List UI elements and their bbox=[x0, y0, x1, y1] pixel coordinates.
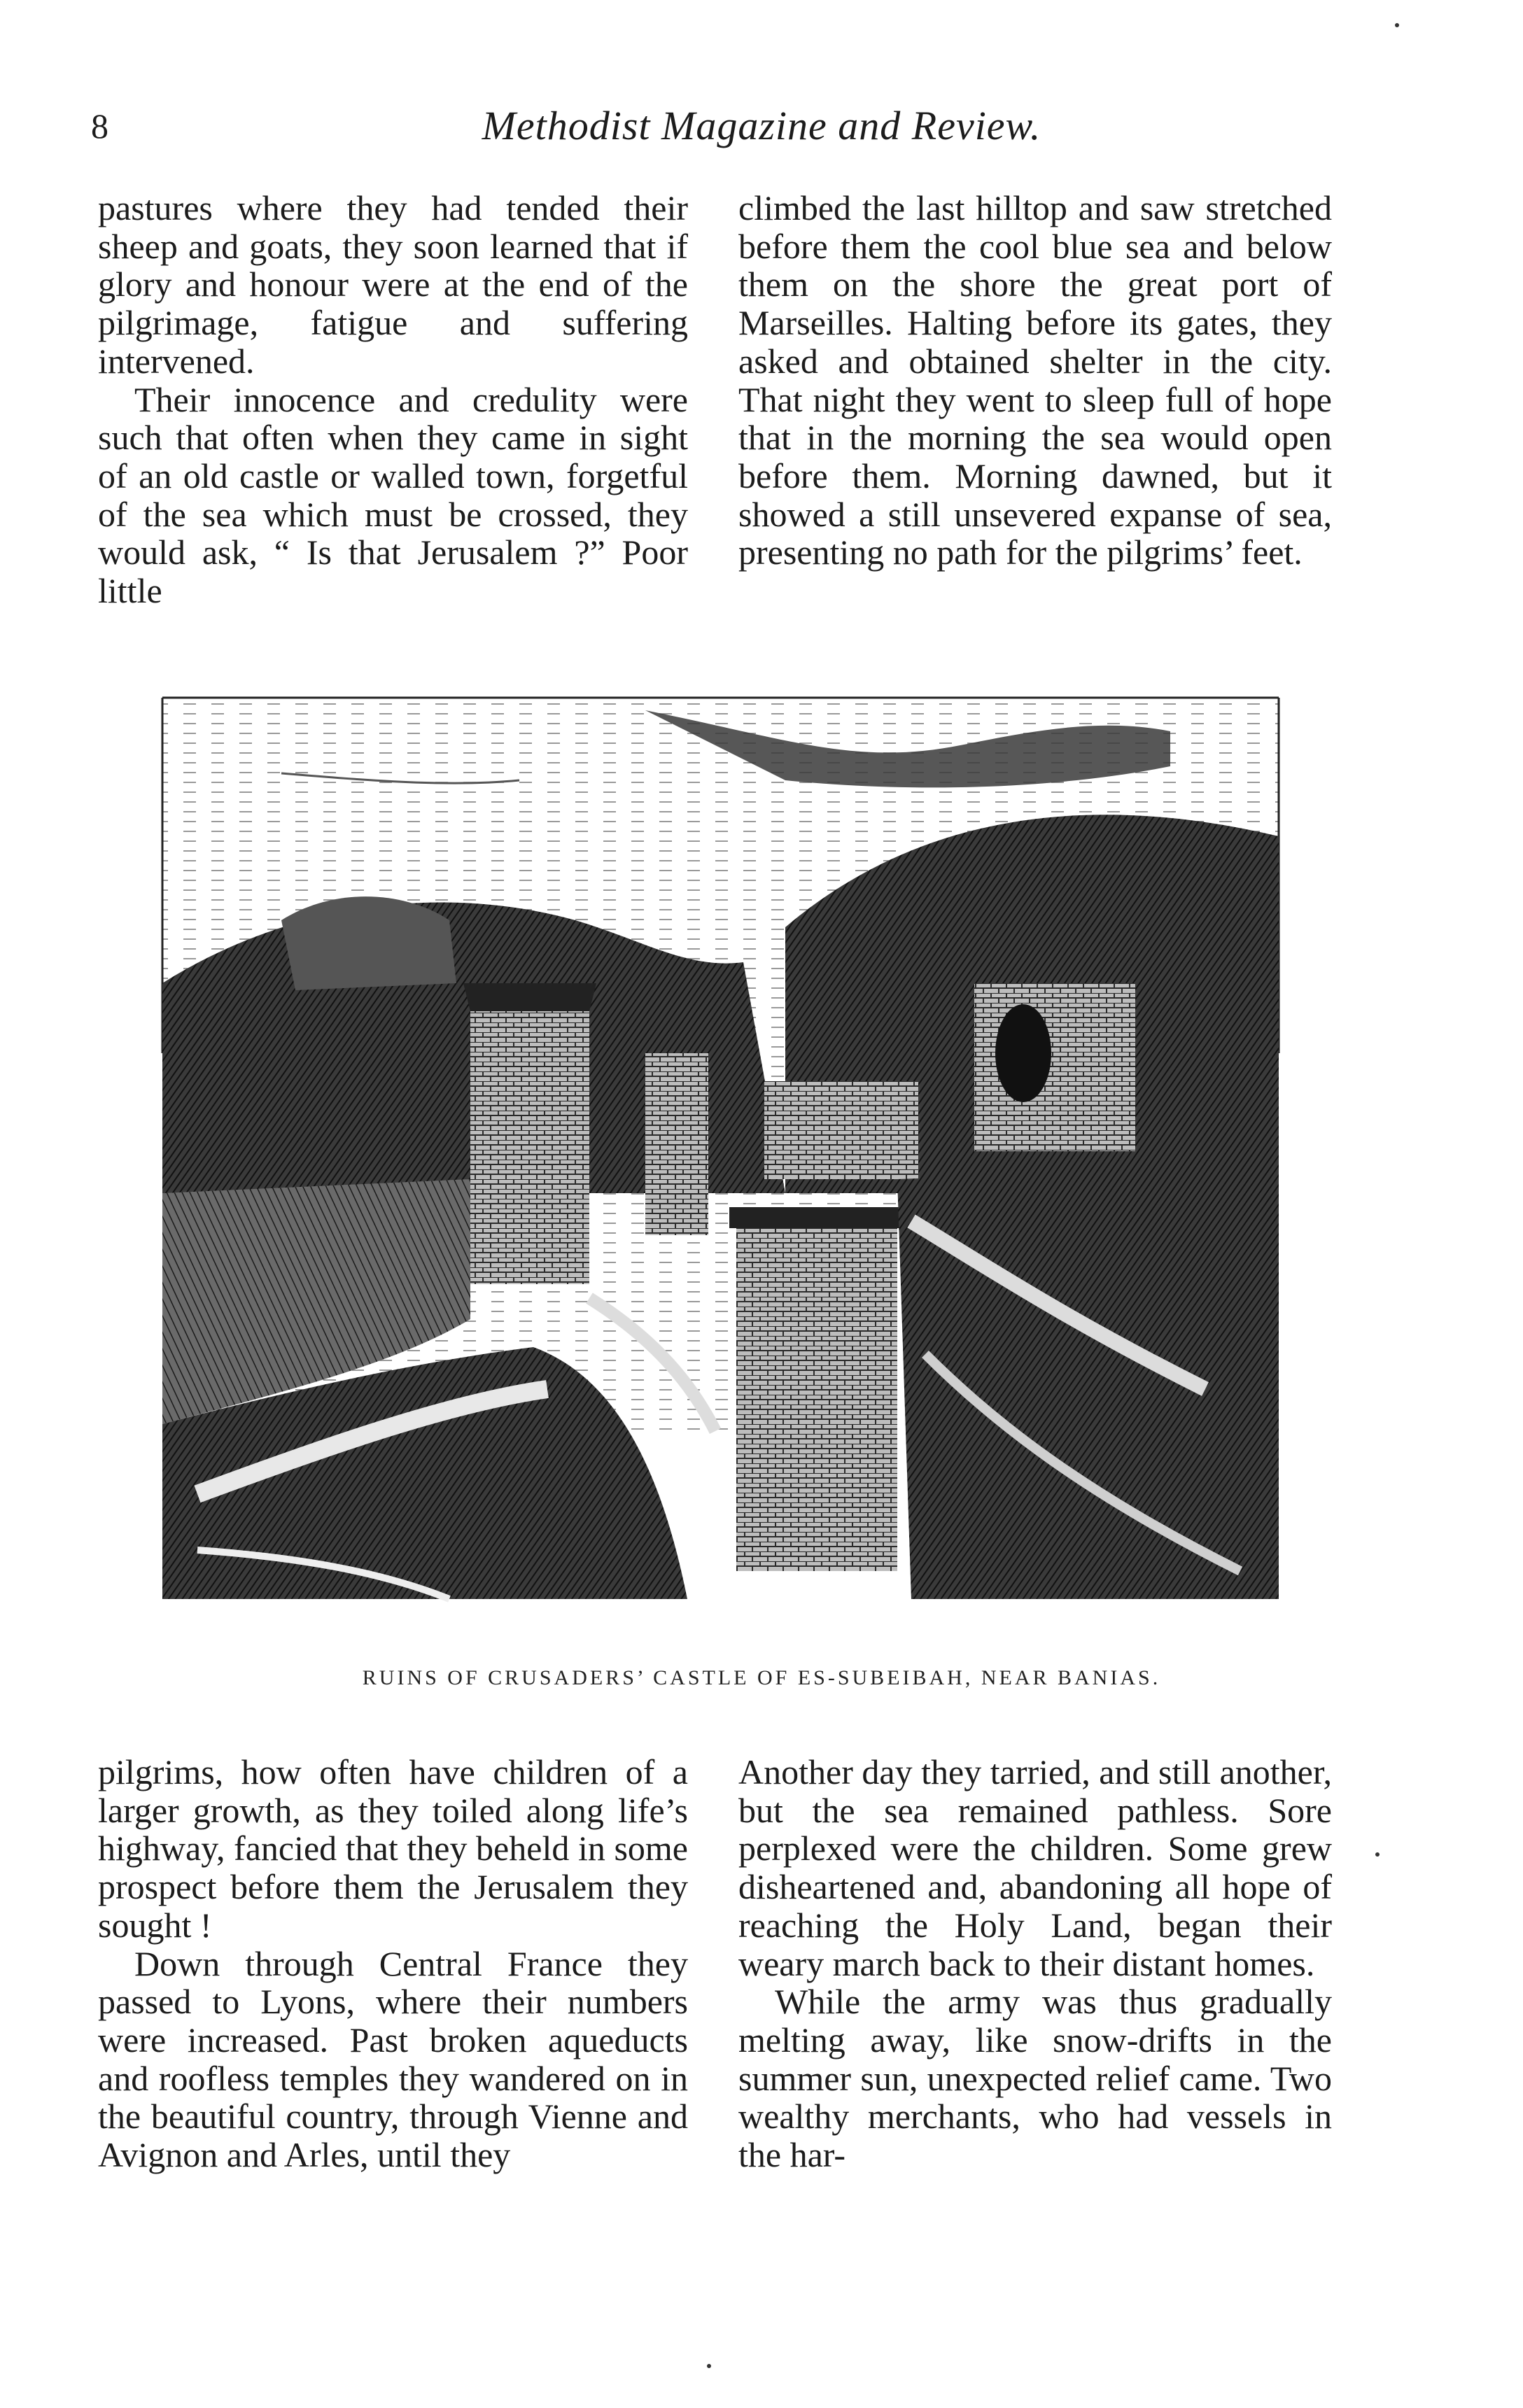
print-speck bbox=[1375, 1852, 1380, 1857]
page-number: 8 bbox=[91, 106, 108, 146]
paragraph: While the army was thus gradually melting away, like snow-drifts in the summer sun, unexpected relief came. Two wealthy merchants, who had vessels in the har- bbox=[738, 1982, 1332, 2175]
print-speck bbox=[1395, 23, 1399, 27]
paragraph: climbed the last hilltop and saw stretched before them the cool blue sea and below them on the shore the great port of Marseilles. Halting before its gates, they asked and obtained shelter in the city. That night they went to sleep full of hope that in the morning the sea would open before them. Morning dawned, but it showed a still unsevered expanse of sea, presenting no path for the pilgrims’ feet. bbox=[738, 188, 1332, 572]
column-bottom-left bbox=[98, 1753, 688, 2174]
paragraph: Down through Central France they passed to Lyons, where their numbers were increased. Past broken aqueducts and roofless temples they wandered on in the beautiful country, through Vienne and Avignon and Arles, until they bbox=[98, 1943, 688, 2175]
page-header bbox=[0, 98, 1523, 154]
paragraph: Their innocence and credulity were such that often when they came in sight of an old castle or walled town, forgetful of the sea which must be crossed, they would ask, “ Is that Jerusalem ?” Poor little bbox=[98, 379, 688, 611]
paragraph: pilgrims, how often have children of a larger growth, as they toiled along life’s highway, fancied that they beheld in some prospect before them the Jerusalem they sought ! bbox=[98, 1752, 688, 1945]
figure-caption: RUINS OF CRUSADERS’ CASTLE OF ES-SUBEIBAH, NEAR BANIAS. bbox=[362, 1666, 1161, 1689]
print-speck bbox=[707, 2364, 711, 2368]
column-top-left bbox=[98, 189, 688, 610]
castle-ruins-engraving bbox=[155, 689, 1286, 1645]
column-top-right bbox=[738, 189, 1332, 572]
column-bottom-right bbox=[738, 1753, 1332, 2174]
paragraph: Another day they tarried, and still another, but the sea remained pathless. Sore perplexed were the children. Some grew disheartened and, abandoning all hope of reaching the Holy Land, began their weary march back to their distant homes. bbox=[738, 1752, 1332, 1983]
paragraph: pastures where they had tended their sheep and goats, they soon learned that if glory and honour were at the end of the pilgrimage, fatigue and suffering intervened. bbox=[98, 188, 688, 381]
running-title: Methodist Magazine and Review. bbox=[482, 103, 1041, 148]
engraving-illustration bbox=[155, 689, 1286, 1645]
